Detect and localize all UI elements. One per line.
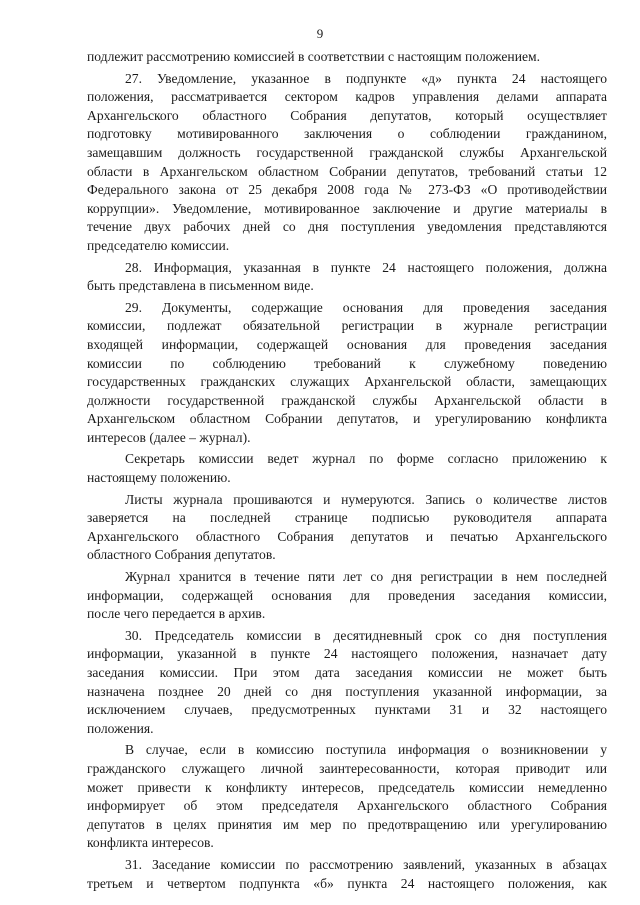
text-line: положения. <box>87 720 154 736</box>
text-line: В случае, если в комиссию поступила информация о возникновении у <box>125 742 607 758</box>
text-line: назначена позднее 20 дней со дня поступления указанной информации, за <box>87 683 607 699</box>
paragraph <box>87 741 607 853</box>
text-line: Архангельском областном Собрании депутатов, и урегулированию конфликта <box>87 411 607 427</box>
text-line: гражданского служащего личной заинтересованности, которая приводит или <box>87 760 607 776</box>
text-line: председателю комиссии. <box>87 237 230 253</box>
document-body <box>87 48 607 896</box>
paragraph <box>87 627 607 739</box>
text-line: 30. Председатель комиссии в десятидневный срок со дня поступления <box>125 627 607 643</box>
text-line: областного Собрания депутатов. <box>87 547 276 563</box>
text-line: Журнал хранится в течение пяти лет со дня регистрации в нем последней <box>125 569 607 585</box>
text-line: Архангельского областного Собрания депутатов, который осуществляет <box>87 107 607 123</box>
text-line: течение двух рабочих дней со дня поступления уведомления представляются <box>87 219 607 235</box>
text-line: интересов (далее – журнал). <box>87 429 251 445</box>
text-line: заверяется на последней странице подписью руководителя аппарата <box>87 510 607 526</box>
text-line: области в Архангельском областном Собрании депутатов, требований статьи 12 <box>87 163 607 179</box>
text-line: должности государственной гражданской службы Архангельской области в <box>87 392 607 408</box>
paragraph <box>87 70 607 256</box>
text-line: заседания комиссии. При этом дата заседания комиссии не может быть <box>87 665 607 680</box>
page-number: 9 <box>316 26 324 41</box>
text-line: Листы журнала прошиваются и нумеруются. Запись о количестве листов <box>125 491 607 507</box>
text-line: комиссии по соблюдению требований к служебному поведению <box>87 355 607 371</box>
paragraph <box>87 299 607 448</box>
text-line: информирует об этом председателя Архангельского областного Собрания <box>87 798 607 814</box>
text-line: 28. Информация, указанная в пункте 24 настоящего положения, должна <box>125 259 607 275</box>
text-line: настоящему положению. <box>87 470 231 486</box>
text-line: информации, указанной в пункте 24 настоящего положения, назначает дату <box>87 646 607 662</box>
text-line: положения, рассматривается сектором кадров управления делами аппарата <box>87 89 607 105</box>
text-line: может привести к конфликту интересов, председатель комиссии немедленно <box>87 779 607 795</box>
paragraph <box>87 259 607 296</box>
text-line: конфликта интересов. <box>87 835 214 851</box>
text-line: после чего передается в архив. <box>87 606 266 622</box>
text-line: третьем и четвертом подпункта «б» пункта 24 настоящего положения, как <box>87 875 607 891</box>
text-line: Архангельского областного Собрания депутатов и печатью Архангельского <box>87 528 607 544</box>
text-line: быть представлена в письменном виде. <box>87 278 314 294</box>
text-line: подготовку мотивированного заключения о соблюдении гражданином, <box>87 126 607 142</box>
paragraph <box>87 450 607 487</box>
text-line: государственных гражданских служащих Архангельской области, замещающих <box>87 374 607 390</box>
text-line: 31. Заседание комиссии по рассмотрению заявлений, указанных в абзацах <box>125 856 607 872</box>
paragraph <box>87 491 607 565</box>
text-line: коррупции». Уведомление, мотивированное заключение и другие материалы в <box>87 200 607 216</box>
text-line: комиссии, подлежат обязательной регистрации в журнале регистрации <box>87 318 607 334</box>
text-line: Федерального закона от 25 декабря 2008 года № 273-ФЗ «О противодействии <box>87 182 607 198</box>
paragraph <box>87 856 607 893</box>
paragraph <box>87 48 607 67</box>
text-line: входящей информации, содержащей основания для проведения заседания <box>87 336 607 352</box>
text-line: подлежит рассмотрению комиссией в соответствии с настоящим положением. <box>87 49 541 64</box>
text-line: информации, содержащей основания для проведения заседания комиссии, <box>87 587 607 603</box>
text-line: 29. Документы, содержащие основания для проведения заседания <box>125 299 607 315</box>
text-line: исключением случаев, предусмотренных пунктами 31 и 32 настоящего <box>87 702 607 718</box>
text-line: 27. Уведомление, указанное в подпункте «д» пункта 24 настоящего <box>125 70 607 86</box>
text-line: депутатов в целях принятия им мер по предотвращению или урегулированию <box>87 816 607 832</box>
paragraph <box>87 568 607 624</box>
text-line: Секретарь комиссии ведет журнал по форме согласно приложению к <box>125 451 607 467</box>
text-line: замещавшим должность государственной гражданской службы Архангельской <box>87 144 607 160</box>
